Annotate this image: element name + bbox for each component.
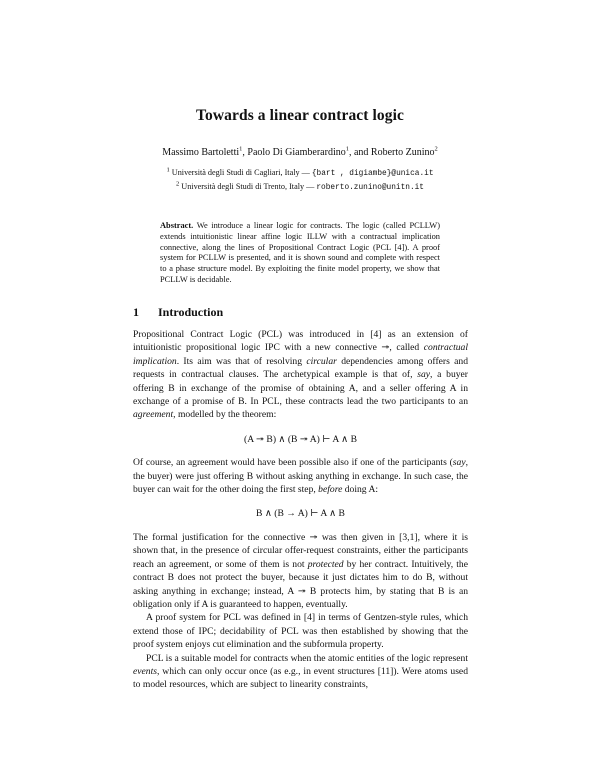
section-title: Introduction (158, 305, 224, 319)
text-run: . Its aim was that of resolving (176, 355, 307, 367)
author-name: Paolo Di Giamberardino (247, 147, 346, 158)
emphasis: before (318, 484, 343, 496)
author-list (0, 147, 600, 158)
section-number: 1 (133, 305, 139, 319)
paragraph (133, 328, 468, 422)
equation: (A ↠ B) ∧ (B ↠ A) ⊢ A ∧ B (244, 433, 357, 445)
abstract (160, 221, 440, 286)
affiliation-mark: 2 (175, 179, 180, 187)
text-run: , the buyer) were just offering B without asking anything in exchange. In such case, the buyer can wait for the other doing the first step, (133, 457, 468, 496)
affiliation (0, 181, 600, 195)
text-run: dependencies among offers and requests in contractual clauses. The archetypical example is that of, (133, 355, 469, 381)
emphasis: say (452, 457, 466, 469)
paragraph (133, 531, 468, 611)
paragraph (133, 652, 468, 692)
affiliation-text: Università degli Studi di Trento, Italy — (181, 181, 317, 191)
emphasis: circular (306, 355, 337, 367)
text-run: Propositional Contract Logic (PCL) was introduced in [4] as an extension of intuitionistic propositional logic IPC with a new connective ↠, called (133, 329, 468, 354)
emphasis: contractual implication (133, 342, 468, 367)
equation: B ∧ (B → A) ⊢ A ∧ B (256, 508, 345, 520)
text-run: PCL is a suitable model for contracts when the atomic entities of the logic represent (146, 652, 468, 664)
affiliation-mark: 1 (166, 166, 170, 174)
affiliation-list (0, 167, 600, 194)
text-run: , a buyer offering B in exchange of the promise of obtaining A, and a seller offering A in exchange of a promise of B. In PCL, these contracts lead the two participants to an (133, 369, 468, 408)
affiliation-mark: 2 (434, 145, 438, 153)
text-run: , modelled by the theorem: (173, 409, 277, 421)
author-name: Massimo Bartoletti (162, 147, 240, 158)
paragraph: A proof system for PCL was defined in [4] in terms of Gentzen-style rules, which extend those of IPC; decidability of PCL was then established by showing that the proof system enjoys cut elimination and the subformula property. (133, 612, 468, 651)
section-heading (133, 305, 223, 320)
affiliation-email[interactable]: {bart , digiambe}@unica.it (311, 170, 434, 178)
paper-title: Towards a linear contract logic (195, 107, 405, 124)
text-run: , which can only occur once (as e.g., in event structures [11]). Were atoms used to model resources, which are subject to linearity constraints, (133, 665, 468, 691)
emphasis: protected (307, 558, 344, 570)
paragraph (133, 456, 468, 496)
affiliation-text: Università degli Studi di Cagliari, Italy — (171, 168, 312, 177)
emphasis: agreement (133, 409, 174, 421)
abstract-label: Abstract. (160, 221, 194, 230)
body-text (133, 328, 468, 692)
author-separator: , and (348, 147, 371, 158)
author-name: Roberto Zunino (370, 147, 435, 158)
text-run: doing A: (342, 484, 379, 496)
emphasis: events (133, 665, 157, 677)
text-run: Of course, an agreement would have been possible also if one of the participants ( (133, 457, 453, 469)
affiliation-email[interactable]: roberto.zunino@unitn.it (316, 183, 424, 192)
affiliation-mark: 1 (345, 145, 349, 153)
emphasis: say (417, 369, 431, 381)
text-run: by her contract. Intuitively, the contract B does not protect the buyer, because it just dictates him to do B, without asking anything in exchange; instead, A ↠ B protects him, by stating that B is an obligation only if A is guaranteed to happen, eventually. (133, 558, 468, 610)
abstract-text: We introduce a linear logic for contracts. The logic (called PCLLW) extends intuitionistic linear affine logic ILLW with a contractual implication connective, along the lines of Propositional Contract Logic (PCL [4]). A proof system for PCLLW is presented, and it is shown sound and complete with respect to a phase structure model. By exploiting the finite model property, we show that PCLLW is decidable. (160, 221, 440, 284)
affiliation-mark: 1 (239, 145, 243, 153)
author-separator: , (242, 147, 248, 158)
affiliation (0, 167, 600, 181)
text-run: The formal justification for the connective ↠ was then given in [3,1], where it is shown that, in the presence of circular offer-request constraints, either the participants reach an agreement, or some of them is not (133, 531, 468, 570)
